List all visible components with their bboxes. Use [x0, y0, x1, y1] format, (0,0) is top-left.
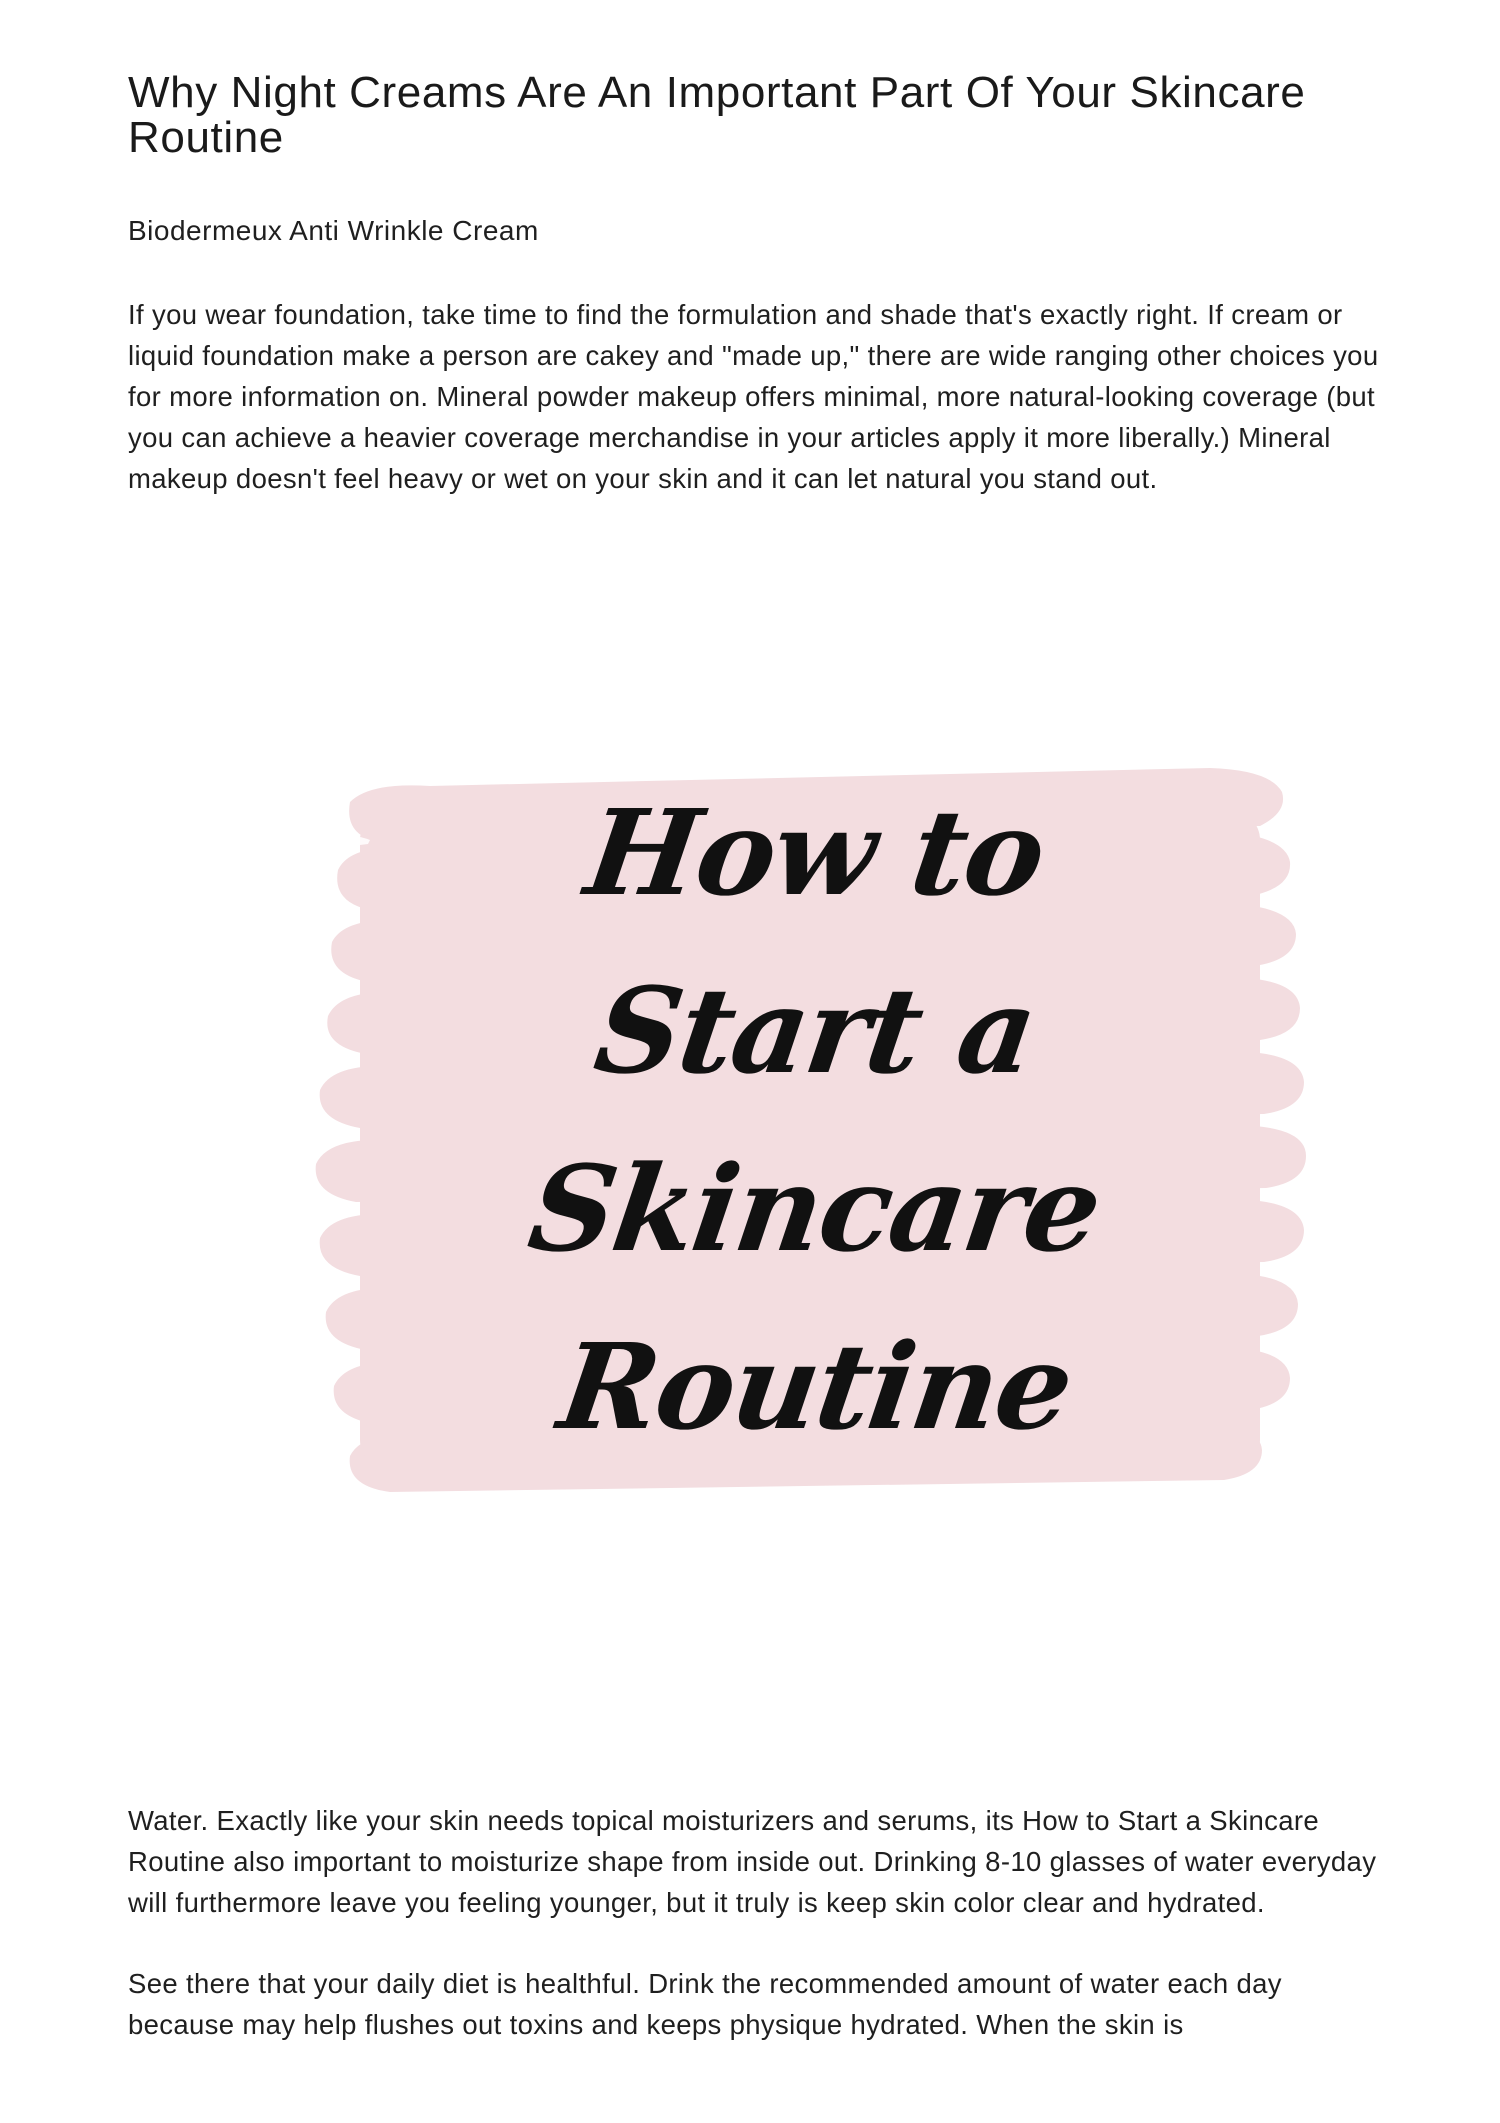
hero-line-1: How to [578, 783, 1052, 922]
page-title: Why Night Creams Are An Important Part Of Your Skincare Routine [128, 68, 1306, 162]
hero-text [310, 720, 1320, 1520]
paragraph-2: Water. Exactly like your skin needs topical moisturizers and serums, its How to Start a Skincare Routine also important to moisturize shape from inside out. Drinking 8-10 glasses of water everyday will furthermore leave you feeling younger, but it truly is keep skin color clear and hydrated. [128, 1805, 1377, 1918]
hero-line-2: Start a [587, 961, 1044, 1100]
hero-line-3: Skincare [521, 1139, 1109, 1278]
paragraph-1: If you wear foundation, take time to find the formulation and shade that's exactly right. If cream or liquid foundation make a person are cakey and "made up," there are wide ranging other choices you for more information on. Mineral powder makeup offers minimal, more natural-looking coverage (but you can achieve a heavier coverage merchandise in your articles apply it more liberally.) Mineral makeup doesn't feel heavy or wet on your skin and it can let natural you stand out. [128, 299, 1379, 494]
hero-image [310, 720, 1320, 1520]
hero-line-4: Routine [550, 1317, 1080, 1456]
subtitle: Biodermeux Anti Wrinkle Cream [128, 215, 539, 246]
paragraph-3: See there that your daily diet is healthful. Drink the recommended amount of water each day because may help flushes out toxins and keeps physique hydrated. When the skin is [128, 1968, 1282, 2040]
